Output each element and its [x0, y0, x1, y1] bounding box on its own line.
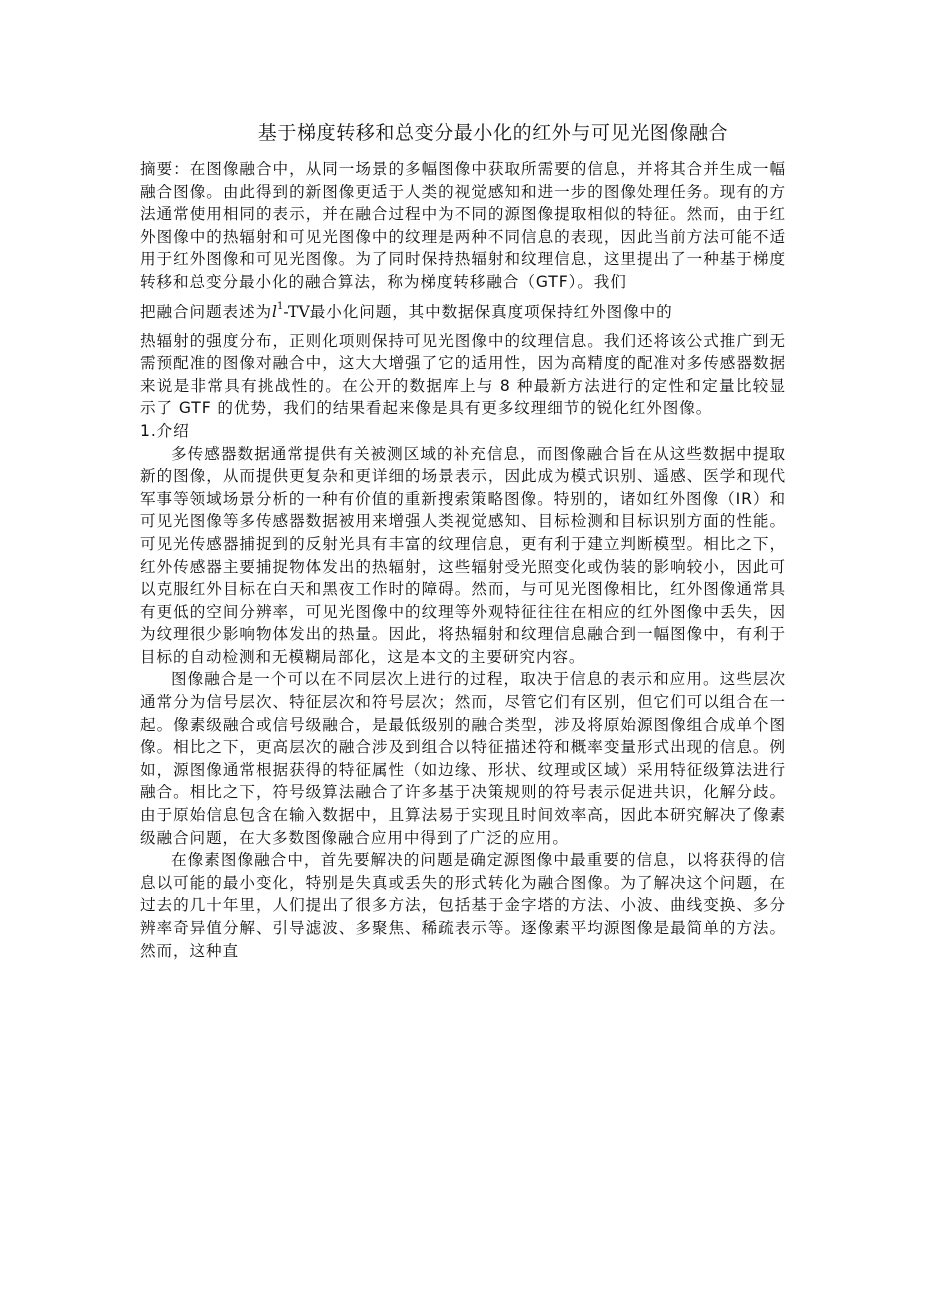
page-title: 基于梯度转移和总变分最小化的红外与可见光图像融合 — [257, 122, 729, 144]
formula-tv: -TV — [283, 302, 310, 321]
abstract-post-formula: 最小化问题，其中数据保真度项保持红外图像中的 — [309, 302, 673, 321]
formula-l: l — [271, 302, 277, 321]
abstract-formula-line — [140, 294, 786, 330]
abstract-paragraph — [140, 158, 786, 420]
abstract-pre-formula: 把融合问题表述为 — [140, 302, 272, 321]
intro-paragraph-3: 在像素图像融合中，首先要解决的问题是确定源图像中最重要的信息，以将获得的信息以可能的最小变化，特别是失真或丢失的形式转化为融合图像。为了解决这个问题，在过去的几十年里，人们提出了很多方法，包括基于金字塔的方法、小波、曲线变换、多分辨率奇异值分解、引导滤波、多聚焦、稀疏表示等。逐像素平均源图像是最简单的方法。然而，这种直 — [140, 851, 786, 960]
formula-l1-tv — [271, 300, 310, 321]
abstract-text-part2: 热辐射的强度分布，正则化项则保持可见光图像中的纹理信息。我们还将该公式推广到无需预配准的图像对融合中，这大大增强了它的适用性，因为高精度的配准对多传感器数据来说是非常具有挑战性的。在公开的数据库上与 8 种最新方法进行的定性和定量比较显示了 GTF 的优势，我们的结果看起来像是具有更多纹理细节的锐化红外图像。 — [140, 331, 786, 418]
intro-paragraph-1: 多传感器数据通常提供有关被测区域的补充信息，而图像融合旨在从这些数据中提取新的图像，从而提供更复杂和更详细的场景表示，因此成为模式识别、遥感、医学和现代军事等领域场景分析的一种有价值的重新搜索策略图像。特别的，诸如红外图像（IR）和可见光图像等多传感器数据被用来增强人类视觉感知、目标检测和目标识别方面的性能。可见光传感器捕捉到的反射光具有丰富的纹理信息，更有利于建立判断模型。相比之下，红外传感器主要捕捉物体发出的热辐射，这些辐射受光照变化或伪装的影响较小，因此可以克服红外目标在白天和黑夜工作时的障碍。然而，与可见光图像相比，红外图像通常具有更低的空间分辨率，可见光图像中的纹理等外观特征往往在相应的红外图像中丢失，因为纹理很少影响物体发出的热量。因此，将热辐射和纹理信息融合到一幅图像中，有利于目标的自动检测和无模糊局部化，这是本文的主要研究内容。 — [140, 444, 786, 666]
abstract-text-part1: 摘要：在图像融合中，从同一场景的多幅图像中获取所需要的信息，并将其合并生成一幅融合图像。由此得到的新图像更适于人类的视觉感知和进一步的图像处理任务。现有的方法通常使用相同的表示，并在融合过程中为不同的源图像提取相似的特征。然而，由于红外图像中的热辐射和可见光图像中的纹理是两种不同信息的表现，因此当前方法可能不适用于红外图像和可见光图像。为了同时保持热辐射和纹理信息，这里提出了一种基于梯度转移和总变分最小化的融合算法，称为梯度转移融合（GTF）。我们 — [140, 160, 786, 291]
intro-paragraph-2: 图像融合是一个可以在不同层次上进行的过程，取决于信息的表示和应用。这些层次通常分为信号层次、特征层次和符号层次；然而，尽管它们有区别，但它们可以组合在一起。像素级融合或信号级融合，是最低级别的融合类型，涉及将原始源图像组合成单个图像。相比之下，更高层次的融合涉及到组合以特征描述符和概率变量形式出现的信息。例如，源图像通常根据获得的特征属性（如边缘、形状、纹理或区域）采用特征级算法进行融合。相比之下，符号级算法融合了许多基于决策规则的符号表示促进共识，化解分歧。由于原始信息包含在输入数据中，且算法易于实现且时间效率高，因此本研究解决了像素级融合问题，在大多数图像融合应用中得到了广泛的应用。 — [140, 670, 786, 847]
section-heading-introduction: 1.介绍 — [140, 421, 190, 440]
document-page — [140, 118, 786, 962]
formula-sup: 1 — [276, 300, 284, 312]
